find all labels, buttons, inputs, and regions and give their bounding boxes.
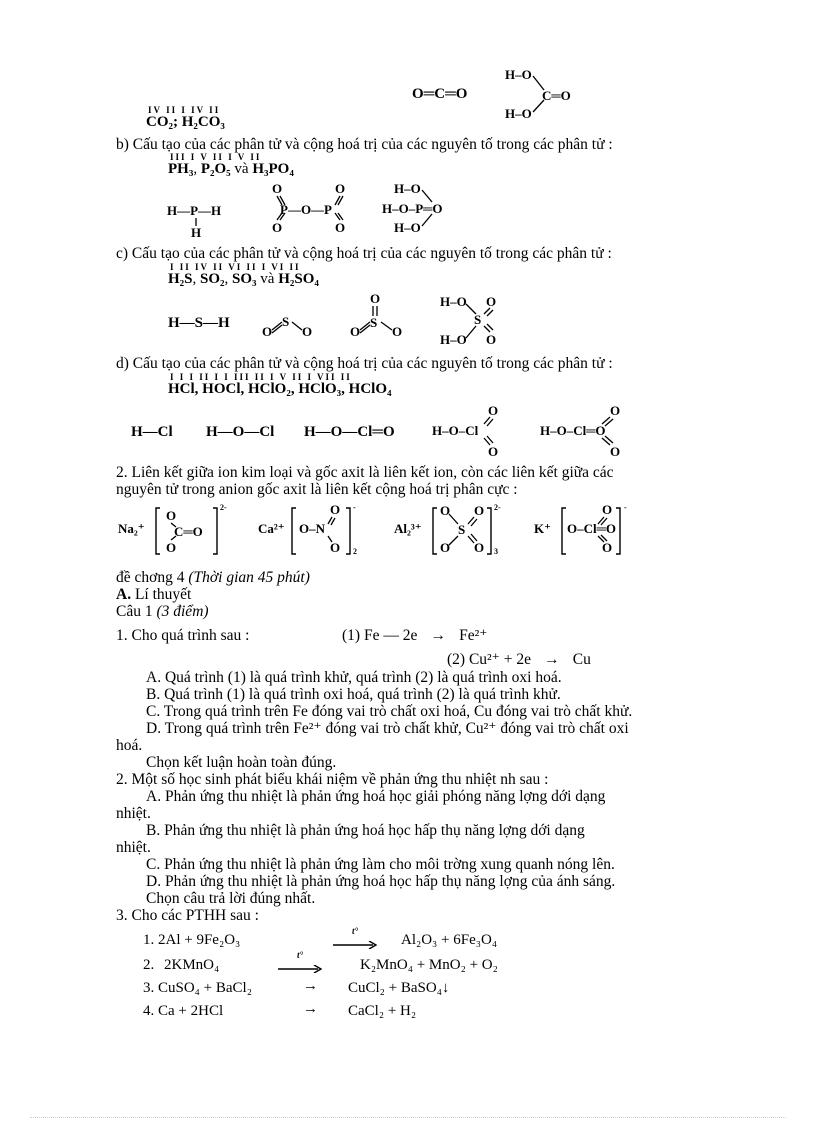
svg-text:O: O [392, 324, 403, 339]
formula-h3po4: H₃PO₄ [252, 161, 294, 177]
svg-text:H—P—H: H—P—H [167, 203, 222, 218]
long-arrow-icon [333, 941, 377, 949]
structure-ph3 [165, 190, 235, 240]
svg-text:O–N: O–N [299, 521, 325, 536]
arrow-icon: → [303, 1001, 318, 1017]
equation-2 [143, 957, 219, 974]
valence-marks-b: III I V II I V II [170, 152, 262, 162]
q2-option-a-cont: nhiệt. [116, 805, 151, 822]
formula-so2: SO₂ [200, 271, 225, 287]
q2-option-b-cont: nhiệt. [116, 839, 151, 856]
ionic-structures [116, 500, 636, 560]
ion-na: Na₂⁺ [118, 521, 145, 536]
arrow-icon: → [430, 627, 446, 644]
eq4-reactants: Ca + 2HCl [158, 1003, 224, 1019]
svg-text:O: O [166, 508, 177, 523]
process1-left: (1) Fe — 2e [342, 627, 418, 644]
structure-hcl: H—Cl [131, 424, 173, 440]
section-c-formulas: H₂S, SO₂, SO₃ và H₂SO₄ [168, 271, 319, 287]
svg-text:O: O [440, 503, 451, 518]
svg-text:O: O [474, 503, 485, 518]
question-points: (3 điểm) [156, 603, 209, 620]
svg-text:H–O: H–O [394, 181, 421, 196]
svg-text:H–O: H–O [394, 220, 421, 235]
q2-option-b: B. Phản ứng thu nhiệt là phản ứng hoá học hấp thụ năng lợng dới dạng [146, 822, 585, 839]
and-word: và [234, 161, 249, 177]
process2-product: Cu [572, 651, 591, 668]
svg-text:H–O–Cl: H–O–Cl [432, 423, 479, 438]
q1-stem: 1. Cho quá trình sau : [116, 627, 250, 644]
svg-text:P—O—P: P—O—P [280, 202, 332, 217]
ion-al: Al₂³⁺ [394, 521, 422, 536]
subscript-so4: 3 [494, 547, 498, 556]
valence-marks-co2-h2co3: IV II I IV II [148, 105, 221, 115]
structure-h2so4 [438, 292, 508, 348]
svg-text:O: O [488, 403, 499, 418]
svg-text:O: O [602, 502, 613, 517]
q1-process1 [342, 627, 487, 644]
process2-left: (2) Cu²⁺ + 2e [447, 651, 531, 668]
eq3-products: CuCl₂ + BaSO₄↓ [348, 980, 450, 996]
eq4-products: CaCl₂ + H₂ [348, 1003, 417, 1019]
charge-co3: 2- [220, 503, 227, 512]
eq3-reactants: CuSO₄ + BaCl₂ [158, 980, 252, 996]
formula-co2-h2co3: CO₂; H₂CO₃ [146, 114, 225, 130]
eq1-products: Al₂O₃ + 6Fe₃O₄ [401, 932, 498, 948]
section-2-line2: nguyên tử trong anion gốc axit là liên kết cộng hoá trị phân cực : [116, 481, 518, 498]
formula-ph3: PH₃ [168, 161, 194, 177]
chapter-title-line [116, 569, 310, 586]
q2-instruction: Chọn câu trả lời đúng nhất. [146, 890, 316, 907]
section-d-formulas: HCl, HOCl, HClO₂, HClO₃, HClO₄ [168, 381, 392, 397]
svg-text:O: O [486, 294, 497, 309]
eq2-reactants: 2KMnO₄ [164, 957, 220, 973]
structure-so2 [260, 306, 320, 342]
question-number: Câu 1 [116, 603, 153, 620]
q1-option-b: B. Quá trình (1) là quá trình oxi hoá, quá trình (2) là quá trình khử. [146, 686, 561, 703]
svg-text:O: O [602, 540, 613, 555]
svg-text:O: O [486, 332, 497, 347]
section-c-heading: c) Cấu tạo của các phân tử và cộng hoá trị của các nguyên tố trong các phân tử : [116, 245, 612, 262]
part-a-heading [116, 586, 191, 603]
svg-text:O: O [610, 403, 621, 418]
eq1-reactants: 2Al + 9Fe₂O₃ [158, 932, 241, 948]
subscript-no3: 2 [353, 547, 357, 556]
svg-text:O: O [488, 444, 499, 459]
svg-text:H–O: H–O [505, 106, 532, 121]
svg-text:O: O [272, 181, 283, 196]
section-d-heading: d) Cấu tạo của các phân tử và cộng hoá trị của các nguyên tố trong các phân tử : [116, 355, 613, 372]
svg-text:C═O: C═O [174, 524, 203, 539]
q1-process2 [447, 651, 591, 668]
ion-k: K⁺ [534, 521, 551, 536]
heat-mark: t° [351, 926, 359, 936]
structure-h3po4 [380, 180, 480, 236]
svg-text:O: O [350, 324, 361, 339]
section-2-line1: 2. Liên kết giữa ion kim loại và gốc axit là liên kết ion, còn các liên kết giữa các [116, 464, 614, 481]
formula-h2so4: H₂SO₄ [278, 271, 319, 287]
formula-h2s: H₂S [168, 271, 193, 287]
svg-text:O: O [302, 324, 313, 339]
svg-text:H: H [191, 225, 202, 240]
svg-text:S: S [458, 522, 466, 537]
eq2-heat-arrow [278, 950, 322, 978]
q2-stem: 2. Một số học sinh phát biểu khái niệm về phản ứng thu nhiệt nh sau : [116, 771, 549, 788]
valence-marks-c: I II IV II VI II I VI II [170, 262, 301, 272]
long-arrow-icon [278, 965, 322, 973]
and-word: và [260, 271, 275, 287]
svg-text:H–O: H–O [440, 332, 467, 347]
svg-text:O: O [330, 502, 341, 517]
structure-hclo4 [538, 402, 638, 458]
svg-text:H–O: H–O [505, 67, 532, 82]
structure-so3 [348, 290, 408, 342]
structure-h2co3 [500, 66, 590, 124]
q1-instruction: Chọn kết luận hoàn toàn đúng. [146, 754, 337, 771]
structure-hclo2: H—O—Cl═O [304, 424, 395, 440]
svg-text:C═O: C═O [542, 88, 571, 103]
svg-text:O: O [166, 540, 177, 555]
svg-text:O: O [330, 540, 341, 555]
q2-option-c: C. Phản ứng thu nhiệt là phản ứng làm cho môi trờng xung quanh nóng lên. [146, 856, 615, 873]
eq4-number: 4. [143, 1003, 155, 1019]
q2-option-a: A. Phản ứng thu nhiệt là phản ứng hoá học giải phóng năng lợng dới dạng [146, 788, 606, 805]
formula-p2o5: P₂O₅ [200, 161, 231, 177]
part-a-title: Lí thuyết [131, 586, 192, 603]
heat-mark: t° [296, 950, 304, 960]
q2-option-d: D. Phản ứng thu nhiệt là phản ứng hoá học hấp thụ năng lợng của ánh sáng. [146, 873, 616, 890]
svg-text:O–Cl═O: O–Cl═O [567, 521, 616, 536]
page-footer-divider [30, 1117, 786, 1118]
section-b-formulas: PH₃, P₂O₅ và H₃PO₄ [168, 161, 294, 177]
part-a-letter: A. [116, 586, 132, 603]
svg-text:S: S [282, 314, 290, 329]
section-b-heading: b) Cấu tạo của các phân tử và cộng hoá trị của các nguyên tố trong các phân tử : [116, 136, 613, 153]
svg-text:H–O–P═O: H–O–P═O [382, 201, 443, 216]
eq1-heat-arrow [333, 926, 377, 954]
charge-so4: 2- [494, 503, 501, 512]
structure-co2: O═C═O [412, 86, 468, 102]
q1-option-d: D. Trong quá trình trên Fe²⁺ đóng vai trò chất khử, Cu²⁺ đóng vai trò chất oxi [146, 720, 629, 737]
equation-1 [143, 932, 240, 949]
chapter-time: (Thời gian 45 phút) [188, 569, 310, 586]
q1-option-a: A. Quá trình (1) là quá trình khử, quá trình (2) là quá trình oxi hoá. [146, 669, 562, 686]
process1-product: Fe²⁺ [459, 627, 488, 644]
q1-option-c: C. Trong quá trình trên Fe đóng vai trò chất oxi hoá, Cu đóng vai trò chất khử. [146, 703, 633, 720]
svg-text:O: O [335, 181, 346, 196]
charge-clo4: - [624, 503, 627, 512]
svg-text:O: O [474, 540, 485, 555]
chapter-title: đề chơng 4 [116, 569, 185, 586]
question-label [116, 603, 209, 620]
svg-text:H–O–Cl═O: H–O–Cl═O [540, 423, 606, 438]
eq3-number: 3. [143, 980, 155, 996]
q1-option-d-cont: hoá. [116, 737, 143, 754]
svg-text:O: O [262, 324, 273, 339]
equation-4 [143, 1003, 223, 1020]
svg-text:O: O [335, 220, 346, 235]
formula-so3: SO₃ [232, 271, 257, 287]
svg-text:O: O [370, 291, 381, 306]
equation-3 [143, 980, 252, 997]
eq2-products: K₂MnO₄ + MnO₂ + O₂ [360, 957, 498, 973]
structure-hclo3 [430, 402, 510, 458]
charge-no3: - [353, 503, 356, 512]
structure-p2o5 [262, 180, 362, 236]
structure-h2s: H—S—H [168, 315, 230, 331]
eq1-number: 1. [143, 932, 155, 948]
svg-text:H–O: H–O [440, 294, 467, 309]
valence-marks-d: I I I II I I III II I V II I VII II [170, 372, 352, 382]
q3-stem: 3. Cho các PTHH sau : [116, 907, 259, 924]
svg-text:O: O [610, 444, 621, 459]
arrow-icon: → [544, 651, 560, 668]
svg-text:O: O [440, 540, 451, 555]
eq2-number: 2. [143, 957, 155, 973]
structure-hocl: H—O—Cl [206, 424, 275, 440]
svg-text:O: O [272, 220, 283, 235]
svg-text:S: S [474, 312, 482, 327]
ion-ca: Ca²⁺ [258, 521, 285, 536]
arrow-icon: → [303, 978, 318, 994]
svg-text:S: S [370, 315, 378, 330]
